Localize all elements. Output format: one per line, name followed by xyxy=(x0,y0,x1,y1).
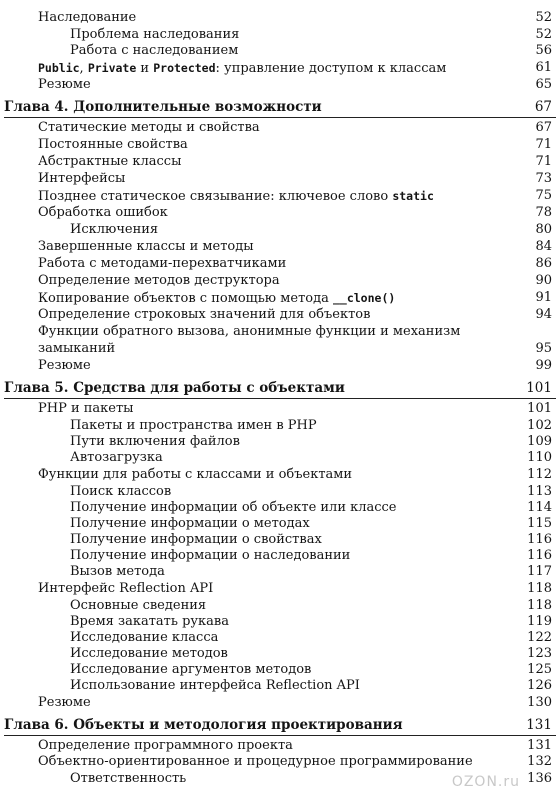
title-text: Проблема наследования xyxy=(70,27,240,42)
title-text: Глава 6. Объекты и методология проектирования xyxy=(4,717,403,733)
title-text: Копирование объектов с помощью метода xyxy=(38,291,333,306)
page-number: 67 xyxy=(534,99,552,115)
code-fragment: Public xyxy=(38,61,80,75)
entry-title xyxy=(38,581,213,597)
title-text: Пакеты и пространства имен в PHP xyxy=(70,418,317,433)
page-number: 90 xyxy=(535,273,552,288)
entry-title xyxy=(38,341,115,357)
toc-subsection xyxy=(0,27,560,43)
page-number: 86 xyxy=(535,256,552,271)
entry-title xyxy=(38,738,293,754)
code-fragment: Private xyxy=(87,61,137,75)
page-number: 80 xyxy=(535,222,552,237)
entry-title xyxy=(70,532,322,548)
toc-subsection xyxy=(0,532,560,548)
page-number: 56 xyxy=(535,43,552,58)
toc-subsection xyxy=(0,646,560,662)
toc-subsection xyxy=(0,662,560,678)
toc-subsection xyxy=(0,630,560,646)
title-text: Ответственность xyxy=(70,771,187,786)
entry-title xyxy=(38,154,181,170)
entry-title xyxy=(70,222,158,238)
toc-section xyxy=(0,239,560,255)
page-number: 95 xyxy=(535,341,552,356)
toc-subsection xyxy=(0,43,560,59)
title-text: Глава 5. Средства для работы с объектами xyxy=(4,380,345,396)
toc-section xyxy=(0,273,560,289)
entry-title xyxy=(70,614,229,630)
chapter-heading xyxy=(0,380,560,396)
entry-title xyxy=(38,60,446,77)
watermark: OZON.ru xyxy=(451,774,520,790)
toc-subsection xyxy=(0,678,560,694)
entry-title xyxy=(38,324,460,340)
page-number: 52 xyxy=(535,27,552,42)
title-text: Функции для работы с классами и объектами xyxy=(38,467,353,482)
title-text: Пути включения файлов xyxy=(70,434,240,449)
entry-title xyxy=(38,290,395,307)
title-text: , xyxy=(79,61,88,76)
toc-section xyxy=(0,358,560,374)
toc-section xyxy=(0,290,560,306)
title-text: Работа с наследованием xyxy=(70,43,239,58)
entry-title xyxy=(38,137,188,153)
page-number: 67 xyxy=(535,120,552,135)
entry-title xyxy=(38,10,136,26)
title-text: замыканий xyxy=(38,341,116,356)
title-text: Получение информации о свойствах xyxy=(70,532,322,547)
entry-title xyxy=(70,630,218,646)
code-fragment: __clone() xyxy=(332,291,396,305)
page-number: 131 xyxy=(527,738,552,753)
toc-subsection xyxy=(0,548,560,564)
entry-title xyxy=(70,450,163,466)
title-text: Резюме xyxy=(38,77,91,92)
toc-section xyxy=(0,10,560,26)
entry-title xyxy=(38,256,286,272)
toc-subsection xyxy=(0,516,560,532)
title-text: PHP и пакеты xyxy=(38,401,134,416)
title-text: Основные сведения xyxy=(70,598,207,613)
entry-title xyxy=(70,646,228,662)
chapter-heading xyxy=(0,99,560,115)
entry-title xyxy=(4,380,345,396)
page-number: 99 xyxy=(535,358,552,373)
title-text: Автозагрузка xyxy=(70,450,163,465)
chapter-heading xyxy=(0,717,560,733)
title-text: Использование интерфейса Reflection API xyxy=(70,678,360,693)
toc-subsection xyxy=(0,434,560,450)
page-number: 75 xyxy=(535,188,552,203)
title-text: Исключения xyxy=(70,222,159,237)
page-number: 122 xyxy=(527,630,552,645)
page-number: 91 xyxy=(535,290,552,305)
page-number: 117 xyxy=(527,564,552,579)
toc-section xyxy=(0,77,560,93)
code-fragment: static xyxy=(392,189,434,203)
page-number: 65 xyxy=(535,77,552,92)
entry-title xyxy=(38,467,352,483)
entry-title xyxy=(38,754,473,770)
title-text: Глава 4. Дополнительные возможности xyxy=(4,99,322,115)
entry-title xyxy=(70,548,350,564)
entry-title xyxy=(70,564,165,580)
title-text: Исследование класса xyxy=(70,630,219,645)
title-text: Обработка ошибок xyxy=(38,205,168,220)
title-text: Интерфейсы xyxy=(38,171,126,186)
page-number: 115 xyxy=(527,516,552,531)
title-text: Получение информации о наследовании xyxy=(70,548,351,563)
toc-section xyxy=(0,695,560,711)
entry-title xyxy=(38,307,370,323)
page-number: 131 xyxy=(526,717,552,733)
title-text: Время закатать рукава xyxy=(70,614,229,629)
title-text: Наследование xyxy=(38,10,137,25)
title-text: Абстрактные классы xyxy=(38,154,182,169)
toc-subsection xyxy=(0,614,560,630)
page-number: 109 xyxy=(527,434,552,449)
title-text: Поиск классов xyxy=(70,484,172,499)
entry-title xyxy=(70,418,317,434)
title-text: Резюме xyxy=(38,695,91,710)
title-text: Определение строковых значений для объектов xyxy=(38,307,371,322)
page-number: 119 xyxy=(527,614,552,629)
title-text: и xyxy=(136,61,154,76)
page-number: 123 xyxy=(527,646,552,661)
title-text: Статические методы и свойства xyxy=(38,120,260,135)
toc-section xyxy=(0,754,560,770)
toc-section xyxy=(0,188,560,204)
page-number: 73 xyxy=(535,171,552,186)
title-text: Исследование аргументов методов xyxy=(70,662,312,677)
entry-title xyxy=(70,43,238,59)
page-number: 113 xyxy=(527,484,552,499)
title-text: Получение информации об объекте или классе xyxy=(70,500,397,515)
toc-section xyxy=(0,401,560,417)
entry-title xyxy=(70,771,186,787)
toc-section xyxy=(0,154,560,170)
title-text: Интерфейс Reflection API xyxy=(38,581,214,596)
toc-section xyxy=(0,60,560,76)
title-text: Завершенные классы и методы xyxy=(38,239,254,254)
entry-title xyxy=(70,662,311,678)
toc-section xyxy=(0,256,560,272)
page-number: 78 xyxy=(535,205,552,220)
title-text: Постоянные свойства xyxy=(38,137,188,152)
entry-title xyxy=(70,516,310,532)
entry-title xyxy=(4,717,403,733)
toc-section xyxy=(0,205,560,221)
page-number: 84 xyxy=(535,239,552,254)
entry-title xyxy=(38,205,168,221)
page-number: 136 xyxy=(527,771,552,786)
toc-subsection xyxy=(0,598,560,614)
toc-section xyxy=(0,738,560,754)
page-number: 125 xyxy=(527,662,552,677)
entry-title xyxy=(38,77,91,93)
toc-section xyxy=(0,581,560,597)
title-text: Функции обратного вызова, анонимные функции и механизм xyxy=(38,324,461,339)
entry-title xyxy=(38,695,91,711)
toc-section xyxy=(0,171,560,187)
toc-subsection xyxy=(0,484,560,500)
toc-section xyxy=(0,137,560,153)
entry-title xyxy=(38,358,91,374)
entry-title xyxy=(70,500,397,516)
entry-title xyxy=(70,484,171,500)
entry-title xyxy=(38,188,434,205)
title-text: Определение методов деструктора xyxy=(38,273,280,288)
toc-subsection xyxy=(0,500,560,516)
page-number: 116 xyxy=(527,548,552,563)
title-text: Позднее статическое связывание: ключевое слово xyxy=(38,189,393,204)
page-number: 101 xyxy=(526,380,552,396)
page-number: 130 xyxy=(527,695,552,710)
entry-title xyxy=(70,27,239,43)
page-number: 118 xyxy=(527,581,552,596)
page-number: 71 xyxy=(535,154,552,169)
code-fragment: Protected xyxy=(153,61,216,75)
toc-subsection xyxy=(0,450,560,466)
title-text: : управление доступом к классам xyxy=(215,61,447,76)
entry-title xyxy=(38,273,280,289)
title-text: Резюме xyxy=(38,358,91,373)
title-text: Объектно-ориентированное и процедурное программирование xyxy=(38,754,473,769)
title-text: Работа с методами-перехватчиками xyxy=(38,256,287,271)
chapter-rule xyxy=(4,398,556,399)
entry-title xyxy=(38,401,134,417)
toc-section xyxy=(0,120,560,136)
page-number: 94 xyxy=(535,307,552,322)
entry-title xyxy=(38,171,125,187)
page-number: 52 xyxy=(535,10,552,25)
toc-section xyxy=(0,307,560,323)
title-text: Определение программного проекта xyxy=(38,738,293,753)
page-number: 126 xyxy=(527,678,552,693)
page-number: 110 xyxy=(527,450,552,465)
page-number: 116 xyxy=(527,532,552,547)
page-number: 71 xyxy=(535,137,552,152)
chapter-rule xyxy=(4,735,556,736)
entry-title xyxy=(70,678,360,694)
entry-title xyxy=(38,120,260,136)
title-text: Получение информации о методах xyxy=(70,516,310,531)
toc-subsection xyxy=(0,418,560,434)
entry-title xyxy=(70,598,206,614)
toc-subsection xyxy=(0,222,560,238)
entry-title xyxy=(70,434,240,450)
title-text: Вызов метода xyxy=(70,564,165,579)
toc-section xyxy=(0,324,560,340)
page-number: 114 xyxy=(527,500,552,515)
toc-section xyxy=(0,467,560,483)
toc-section xyxy=(0,341,560,357)
entry-title xyxy=(4,99,322,115)
chapter-rule xyxy=(4,117,556,118)
page-number: 101 xyxy=(527,401,552,416)
entry-title xyxy=(38,239,254,255)
page-number: 61 xyxy=(535,60,552,75)
page-number: 132 xyxy=(527,754,552,769)
page-number: 102 xyxy=(527,418,552,433)
title-text: Исследование методов xyxy=(70,646,228,661)
toc-subsection xyxy=(0,564,560,580)
page-number: 118 xyxy=(527,598,552,613)
page-number: 112 xyxy=(527,467,552,482)
